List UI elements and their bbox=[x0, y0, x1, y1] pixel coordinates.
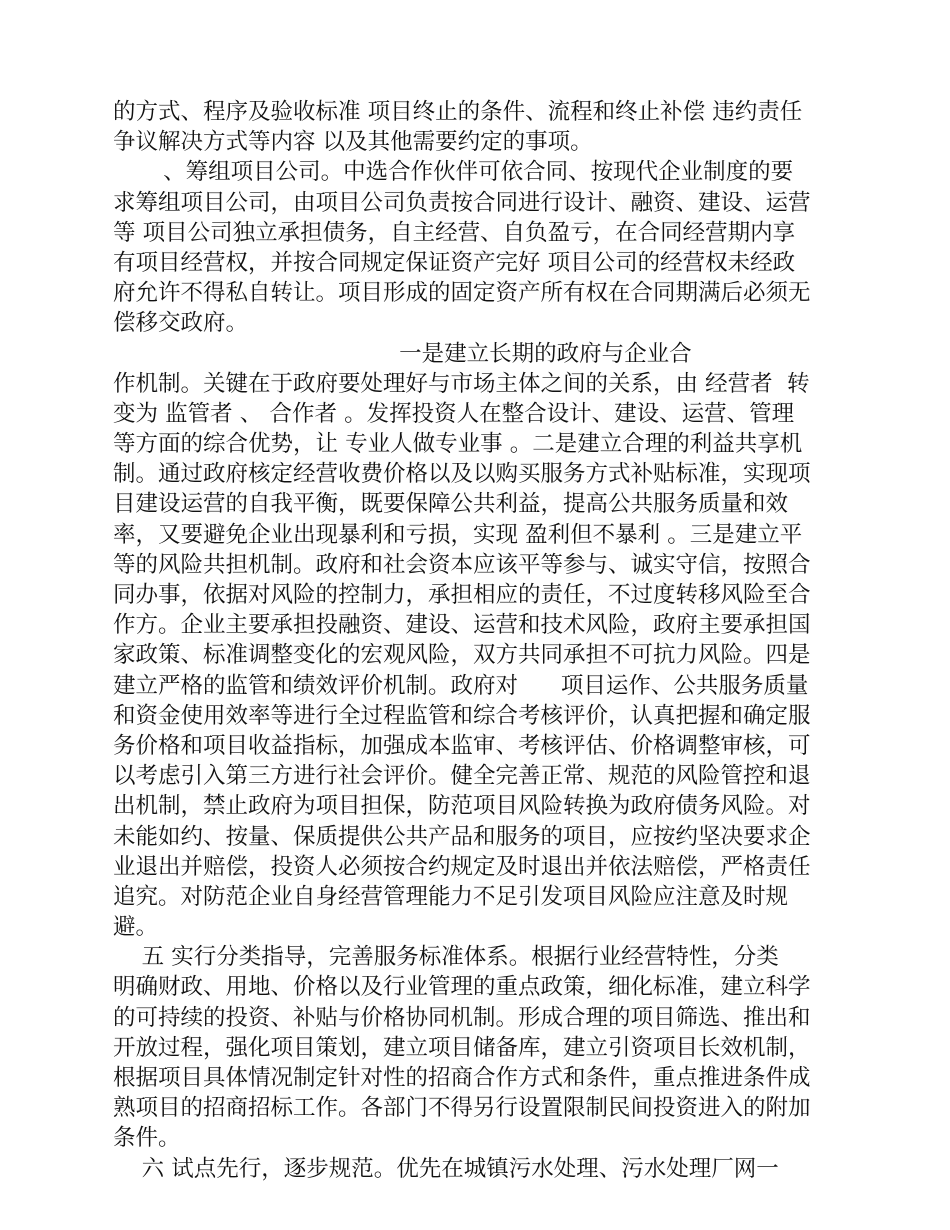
text-line: 率，又要避免企业出现暴利和亏损，实现 盈利但不暴利 。三是建立平 bbox=[113, 521, 803, 548]
text-line: 等的风险共担机制。政府和社会资本应该平等参与、诚实守信，按照合 bbox=[113, 551, 811, 578]
text-line: 业退出并赔偿，投资人必须按合约规定及时退出并依法赔偿，严格责任 bbox=[113, 853, 811, 880]
text-line: 偿移交政府。 bbox=[113, 310, 249, 337]
text-line: 家政策、标准调整变化的宏观风险，双方共同承担不可抗力风险。四是 bbox=[113, 642, 811, 669]
text-line: 求筹组项目公司，由项目公司负责按合同进行设计、融资、建设、运营 bbox=[113, 189, 811, 216]
text-line: 建立严格的监管和绩效评价机制。政府对 项目运作、公共服务质量 bbox=[113, 672, 809, 699]
text-line: 变为 监管者 、 合作者 。发挥投资人在整合设计、建设、运营、管理 bbox=[113, 400, 795, 427]
text-line: 五 实行分类指导，完善服务标准体系。根据行业经营特性，分类 bbox=[113, 944, 779, 971]
text-line: 制。通过政府核定经营收费价格以及以购买服务方式补贴标准，实现项 bbox=[113, 461, 811, 488]
text-line: 开放过程，强化项目策划，建立项目储备库，建立引资项目长效机制， bbox=[113, 1034, 811, 1061]
text-line: 的可持续的投资、补贴与价格协同机制。形成合理的项目筛选、推出和 bbox=[113, 1004, 811, 1031]
text-line: 追究。对防范企业自身经营管理能力不足引发项目风险应注意及时规 bbox=[113, 883, 789, 910]
text-line: 出机制，禁止政府为项目担保，防范项目风险转换为政府债务风险。对 bbox=[113, 793, 811, 820]
text-line: 等方面的综合优势，让 专业人做专业事 。二是建立合理的利益共享机 bbox=[113, 431, 803, 458]
document-body bbox=[113, 97, 838, 1184]
text-line: 同办事，依据对风险的控制力，承担相应的责任，不过度转移风险至合 bbox=[113, 582, 811, 608]
text-line: 根据项目具体情况制定针对性的招商合作方式和条件，重点推进条件成 bbox=[113, 1065, 811, 1091]
text-line: 一是建立长期的政府与企业合 bbox=[113, 340, 692, 367]
text-line: 熟项目的招商招标工作。各部门不得另行设置限制民间投资进入的附加 bbox=[113, 1095, 811, 1122]
text-line: 的方式、程序及验收标准 项目终止的条件、流程和终止补偿 违约责任 bbox=[113, 99, 803, 125]
text-line: 目建设运营的自我平衡，既要保障公共利益，提高公共服务质量和效 bbox=[113, 491, 789, 518]
text-line: 等 项目公司独立承担债务，自主经营、自负盈亏，在合同经营期内享 bbox=[113, 219, 796, 246]
text-line: 六 试点先行，逐步规范。优先在城镇污水处理、污水处理厂网一 bbox=[113, 1155, 779, 1182]
text-line: 条件。 bbox=[113, 1125, 181, 1152]
text-line: 避。 bbox=[113, 914, 159, 941]
text-line: 、筹组项目公司。中选合作伙伴可依合同、按现代企业制度的要 bbox=[113, 159, 794, 186]
text-line: 明确财政、用地、价格以及行业管理的重点政策，细化标准，建立科学 bbox=[113, 974, 811, 1001]
text-line: 务价格和项目收益指标，加强成本监审、考核评估、价格调整审核，可 bbox=[113, 732, 811, 759]
text-line: 争议解决方式等内容 以及其他需要约定的事项。 bbox=[113, 129, 593, 156]
text-line: 和资金使用效率等进行全过程监管和综合考核评价，认真把握和确定服 bbox=[113, 702, 811, 729]
text-line: 有项目经营权，并按合同规定保证资产完好 项目公司的经营权未经政 bbox=[113, 249, 796, 276]
text-line: 作机制。关键在于政府要处理好与市场主体之间的关系，由 经营者 转 bbox=[113, 370, 810, 397]
text-line: 府允许不得私自转让。项目形成的固定资产所有权在合同期满后必须无 bbox=[113, 280, 811, 307]
text-line: 未能如约、按量、保质提供公共产品和服务的项目，应按约坚决要求企 bbox=[113, 823, 811, 850]
text-line: 作方。企业主要承担投融资、建设、运营和技术风险，政府主要承担国 bbox=[113, 612, 811, 639]
text-line: 以考虑引入第三方进行社会评价。健全完善正常、规范的风险管控和退 bbox=[113, 763, 811, 790]
